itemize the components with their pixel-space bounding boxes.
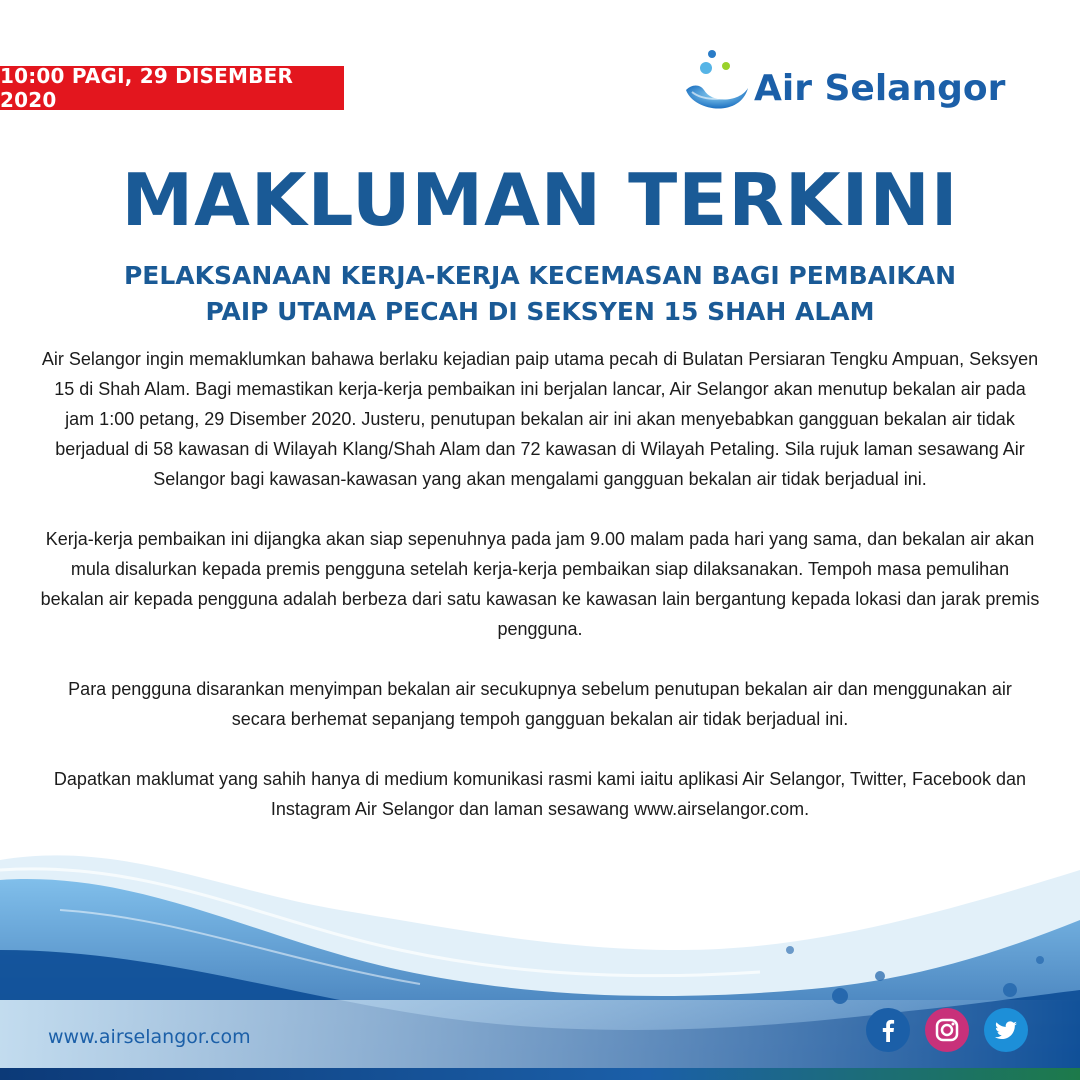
subtitle-line-2: PAIP UTAMA PECAH DI SEKSYEN 15 SHAH ALAM xyxy=(205,297,875,326)
paragraph-3: Para pengguna disarankan menyimpan bekalan air secukupnya sebelum penutupan bekalan air dan menggunakan air secara berhemat sepanjang tempoh gangguan bekalan air tidak berjadual ini. xyxy=(68,679,1012,729)
paragraph-4: Dapatkan maklumat yang sahih hanya di medium komunikasi rasmi kami iaitu aplikasi Air Selangor, Twitter, Facebook dan Instagram Air Selangor dan laman sesawang www.airselangor.com. xyxy=(53,769,1027,819)
bottom-bar xyxy=(0,1068,1080,1080)
air-selangor-logo xyxy=(682,48,1006,120)
logo-text: Air Selangor xyxy=(754,68,1006,109)
facebook-icon[interactable] xyxy=(866,1008,910,1052)
water-drop-logo-icon xyxy=(682,48,754,120)
date-badge: 10:00 PAGI, 29 DISEMBER 2020 xyxy=(0,66,344,110)
twitter-icon[interactable] xyxy=(984,1008,1028,1052)
paragraph-1: Air Selangor ingin memaklumkan bahawa berlaku kejadian paip utama pecah di Bulatan Persiaran Tengku Ampuan, Seksyen 15 di Shah Alam. Bagi memastikan kerja-kerja pembaikan ini berjalan lancar, Air Selangor akan menutup bekalan air pada jam 1:00 petang, 29 Disember 2020. Justeru, penutupan bekalan air ini akan menyebabkan gangguan bekalan air tidak berjadual di 58 kawasan di Wilayah Klang/Shah Alam dan 72 kawasan di Wilayah Petaling. Sila rujuk laman sesawang Air Selangor bagi kawasan-kawasan yang akan mengalami gangguan bekalan air tidak berjadual ini. xyxy=(41,349,1039,489)
subtitle xyxy=(100,258,980,330)
footer-url-link[interactable]: www.airselangor.com xyxy=(48,1026,251,1048)
paragraph-2: Kerja-kerja pembaikan ini dijangka akan siap sepenuhnya pada jam 9.00 malam pada hari yang sama, dan bekalan air akan mula disalurkan kepada premis pengguna setelah kerja-kerja pembaikan siap dilaksanakan. Tempoh masa pemulihan bekalan air kepada pengguna adalah berbeza dari satu kawasan ke kawasan lain bergantung kepada lokasi dan jarak premis pengguna. xyxy=(40,529,1040,639)
instagram-icon[interactable] xyxy=(925,1008,969,1052)
announcement-body xyxy=(40,344,1040,854)
subtitle-line-1: PELAKSANAAN KERJA-KERJA KECEMASAN BAGI PEMBAIKAN xyxy=(123,261,957,290)
page-title: MAKLUMAN TERKINI xyxy=(121,158,959,242)
